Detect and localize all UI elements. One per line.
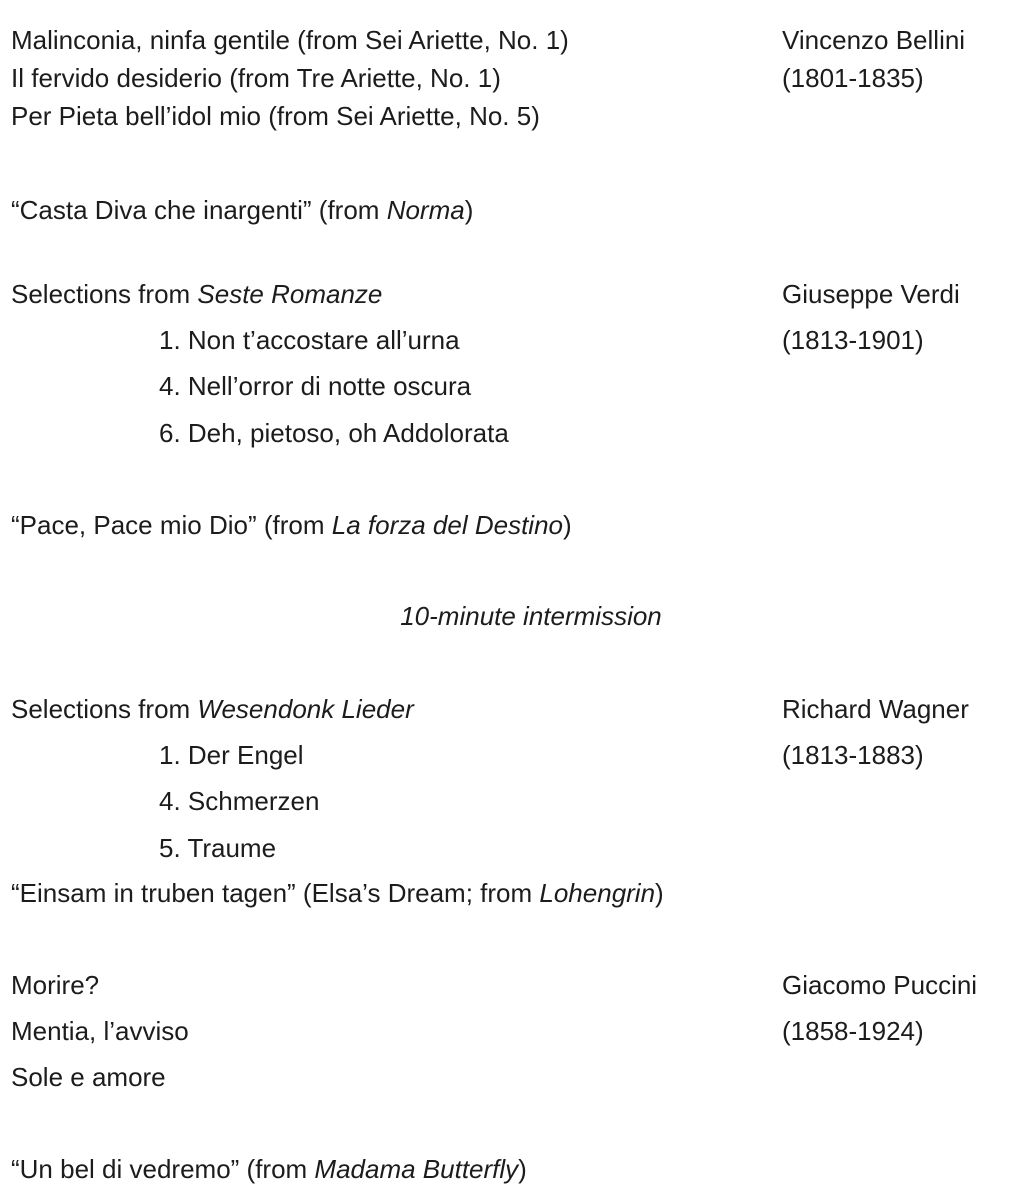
selection-item: 1. Non t’accostare all’urna bbox=[159, 325, 460, 355]
selection-item: 5. Traume bbox=[159, 833, 277, 863]
collection-title: Wesendonk Lieder bbox=[197, 694, 414, 724]
program-piece: Mentia, l’avviso bbox=[11, 1016, 189, 1046]
program-aria: “Un bel di vedremo” (from Madama Butterfly) bbox=[11, 1154, 527, 1184]
composer-name: Vincenzo Bellini bbox=[782, 25, 966, 55]
selection-heading: Selections from Seste Romanze bbox=[11, 279, 383, 309]
collection-title: Seste Romanze bbox=[197, 279, 383, 309]
selection-heading: Selections from Wesendonk Lieder bbox=[11, 694, 414, 724]
program-piece: Per Pieta bell’idol mio (from Sei Ariette, No. 5) bbox=[11, 101, 540, 131]
opera-title: Lohengrin bbox=[539, 878, 656, 908]
composer-dates: (1813-1883) bbox=[782, 740, 924, 770]
selection-item: 4. Nell’orror di notte oscura bbox=[159, 371, 472, 401]
program-piece: Sole e amore bbox=[11, 1062, 166, 1092]
program-piece: Malinconia, ninfa gentile (from Sei Ariette, No. 1) bbox=[11, 25, 569, 55]
intermission-note: 10-minute intermission bbox=[400, 601, 662, 631]
opera-title: La forza del Destino bbox=[331, 510, 563, 540]
composer-name: Giuseppe Verdi bbox=[782, 279, 960, 309]
opera-title: Madama Butterfly bbox=[314, 1154, 519, 1184]
program-aria: “Casta Diva che inargenti” (from Norma) bbox=[11, 195, 474, 225]
composer-dates: (1858-1924) bbox=[782, 1016, 924, 1046]
selection-item: 6. Deh, pietoso, oh Addolorata bbox=[159, 418, 509, 448]
opera-title: Norma bbox=[386, 195, 465, 225]
composer-name: Richard Wagner bbox=[782, 694, 969, 724]
program-aria: “Einsam in truben tagen” (Elsa’s Dream; from Lohengrin) bbox=[11, 878, 664, 908]
selection-item: 4. Schmerzen bbox=[159, 786, 320, 816]
composer-dates: (1813-1901) bbox=[782, 325, 924, 355]
composer-name: Giacomo Puccini bbox=[782, 970, 978, 1000]
program-aria: “Pace, Pace mio Dio” (from La forza del Destino) bbox=[11, 510, 572, 540]
selection-item: 1. Der Engel bbox=[159, 740, 304, 770]
program-piece: Morire? bbox=[11, 970, 100, 1000]
program-piece: Il fervido desiderio (from Tre Ariette, No. 1) bbox=[11, 63, 501, 93]
composer-dates: (1801-1835) bbox=[782, 63, 924, 93]
